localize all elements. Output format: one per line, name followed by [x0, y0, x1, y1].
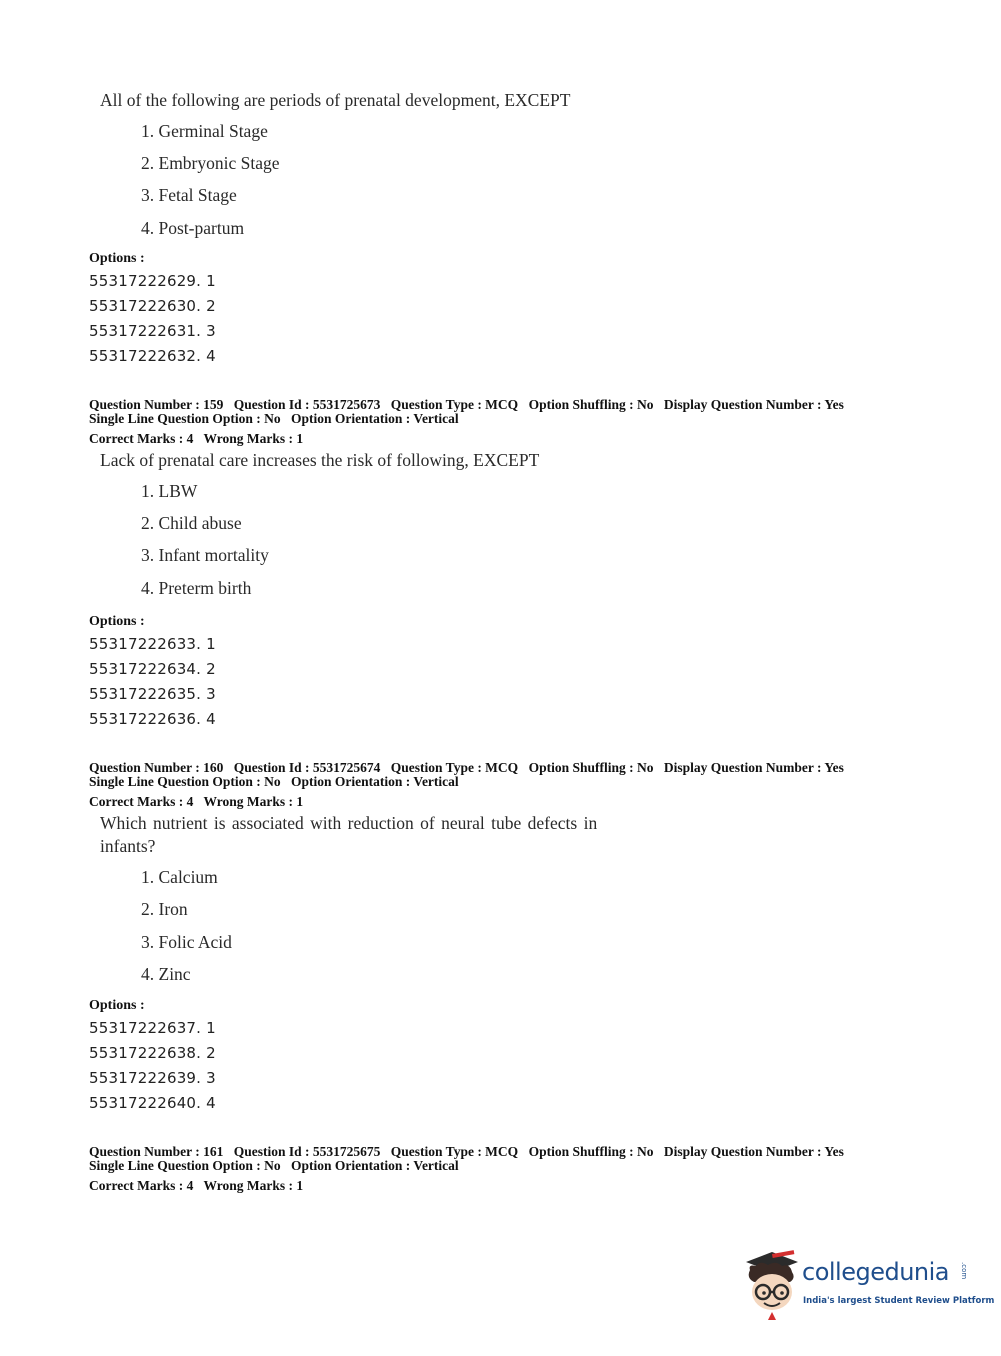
option-id: 55317222640. 4: [89, 1094, 216, 1112]
correct-marks: Correct Marks : 4: [89, 1178, 194, 1193]
single-line-option: Single Line Question Option : No: [89, 1158, 281, 1173]
option-shuffling: Option Shuffling : No: [528, 1144, 654, 1159]
question-text: All of the following are periods of prenatal development, EXCEPT: [100, 90, 571, 110]
single-line-option: Single Line Question Option : No: [89, 411, 281, 426]
answer-choice: 3. Folic Acid: [141, 932, 232, 952]
wrong-marks: Wrong Marks : 1: [203, 1178, 304, 1193]
wrong-marks: Wrong Marks : 1: [203, 794, 304, 809]
option-id: 55317222635. 3: [89, 685, 216, 703]
correct-marks: Correct Marks : 4: [89, 794, 194, 809]
answer-choice: 4. Preterm birth: [141, 578, 252, 598]
option-id: 55317222634. 2: [89, 660, 216, 678]
option-orientation: Option Orientation : Vertical: [291, 1158, 459, 1173]
logo-wordmark: collegedunia: [802, 1258, 950, 1286]
question-text-continued: infants?: [100, 836, 156, 856]
question-text: Which nutrient is associated with reduction of neural tube defects in: [100, 813, 598, 833]
logo-tagline: India's largest Student Review Platform: [803, 1296, 995, 1306]
display-question-number: Display Question Number : Yes: [663, 760, 844, 775]
collegedunia-logo[interactable]: [742, 1248, 995, 1320]
question-type: Question Type : MCQ: [390, 760, 519, 775]
option-id: 55317222632. 4: [89, 347, 216, 365]
question-meta-line: [89, 1144, 851, 1159]
option-id: 55317222629. 1: [89, 272, 216, 290]
option-id: 55317222639. 3: [89, 1069, 216, 1087]
marks-line: [89, 1178, 310, 1193]
answer-choice: 2. Embryonic Stage: [141, 153, 280, 173]
question-text: Lack of prenatal care increases the risk of following, EXCEPT: [100, 450, 540, 470]
options-label: Options :: [89, 614, 145, 629]
answer-choice: 1. Calcium: [141, 867, 218, 887]
question-number: Question Number : 160: [89, 760, 224, 775]
answer-choice: 2. Iron: [141, 899, 188, 919]
question-type: Question Type : MCQ: [390, 397, 519, 412]
question-id: Question Id : 5531725673: [233, 397, 381, 412]
question-meta-line: [89, 774, 466, 789]
question-meta-line: [89, 760, 851, 775]
answer-choice: 4. Post-partum: [141, 218, 245, 238]
wrong-marks: Wrong Marks : 1: [203, 431, 304, 446]
mascot-icon: [742, 1248, 802, 1320]
option-id: 55317222631. 3: [89, 322, 216, 340]
option-shuffling: Option Shuffling : No: [528, 760, 654, 775]
option-shuffling: Option Shuffling : No: [528, 397, 654, 412]
correct-marks: Correct Marks : 4: [89, 431, 194, 446]
question-meta-line: [89, 411, 466, 426]
answer-choice: 3. Fetal Stage: [141, 185, 237, 205]
marks-line: [89, 431, 310, 446]
question-type: Question Type : MCQ: [390, 1144, 519, 1159]
answer-choice: 2. Child abuse: [141, 513, 242, 533]
answer-choice: 1. LBW: [141, 481, 198, 501]
option-orientation: Option Orientation : Vertical: [291, 774, 459, 789]
option-id: 55317222638. 2: [89, 1044, 216, 1062]
question-number: Question Number : 159: [89, 397, 224, 412]
option-id: 55317222630. 2: [89, 297, 216, 315]
marks-line: [89, 794, 310, 809]
display-question-number: Display Question Number : Yes: [663, 1144, 844, 1159]
options-label: Options :: [89, 251, 145, 266]
question-id: Question Id : 5531725675: [233, 1144, 381, 1159]
display-question-number: Display Question Number : Yes: [663, 397, 844, 412]
options-label: Options :: [89, 998, 145, 1013]
single-line-option: Single Line Question Option : No: [89, 774, 281, 789]
option-id: 55317222637. 1: [89, 1019, 216, 1037]
logo-com: .com: [960, 1262, 968, 1280]
answer-choice: 3. Infant mortality: [141, 545, 269, 565]
question-meta-line: [89, 1158, 466, 1173]
question-meta-line: [89, 397, 851, 412]
option-id: 55317222636. 4: [89, 710, 216, 728]
question-number: Question Number : 161: [89, 1144, 224, 1159]
question-id: Question Id : 5531725674: [233, 760, 381, 775]
answer-choice: 1. Germinal Stage: [141, 121, 268, 141]
option-id: 55317222633. 1: [89, 635, 216, 653]
option-orientation: Option Orientation : Vertical: [291, 411, 459, 426]
answer-choice: 4. Zinc: [141, 964, 191, 984]
